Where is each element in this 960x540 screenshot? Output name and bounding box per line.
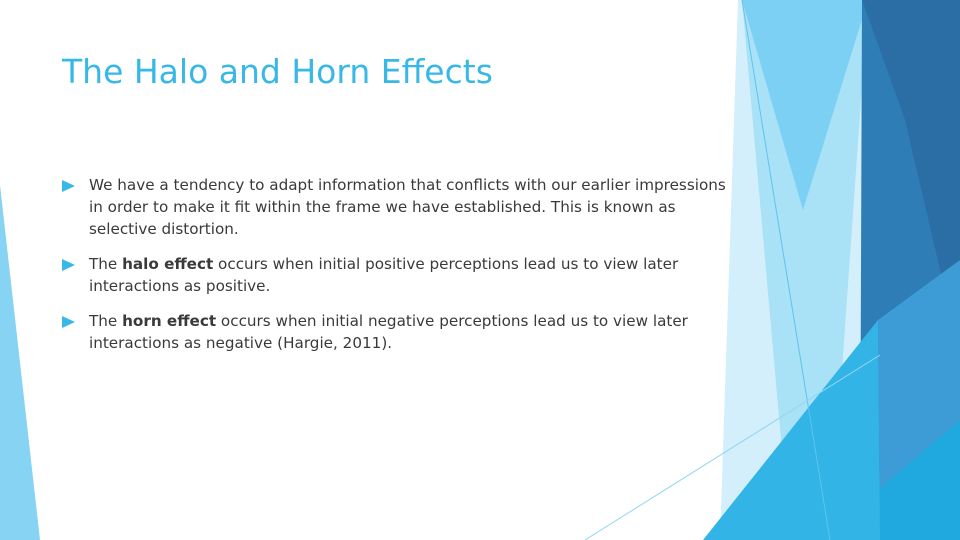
bullet-text-pre: The [89, 255, 123, 273]
bullet-text-post: occurs when initial negative perceptions lead us to view later interactions as negative (Hargie, 2011). [89, 312, 688, 352]
triangle-bullet-icon [62, 316, 75, 328]
left-facet [0, 185, 40, 540]
bullet-text-post: occurs when initial positive perceptions lead us to view later interactions as positive. [89, 255, 679, 295]
bullet-term-horn: horn effect [122, 312, 217, 330]
bullet-text: We have a tendency to adapt information that conflicts with our earlier impressions in order to make it fit within the frame we have established. This is known as selective distortion. [89, 176, 726, 238]
slide-title: The Halo and Horn Effects [62, 52, 493, 91]
triangle-bullet-icon [62, 180, 75, 192]
bullet-list [62, 174, 742, 367]
bullet-text-pre: The [89, 312, 123, 330]
bullet-item-horn-effect [62, 310, 742, 354]
bullet-item-selective-distortion [62, 174, 742, 240]
bullet-term-halo: halo effect [122, 255, 214, 273]
bullet-item-halo-effect [62, 253, 742, 297]
triangle-bullet-icon [62, 259, 75, 271]
